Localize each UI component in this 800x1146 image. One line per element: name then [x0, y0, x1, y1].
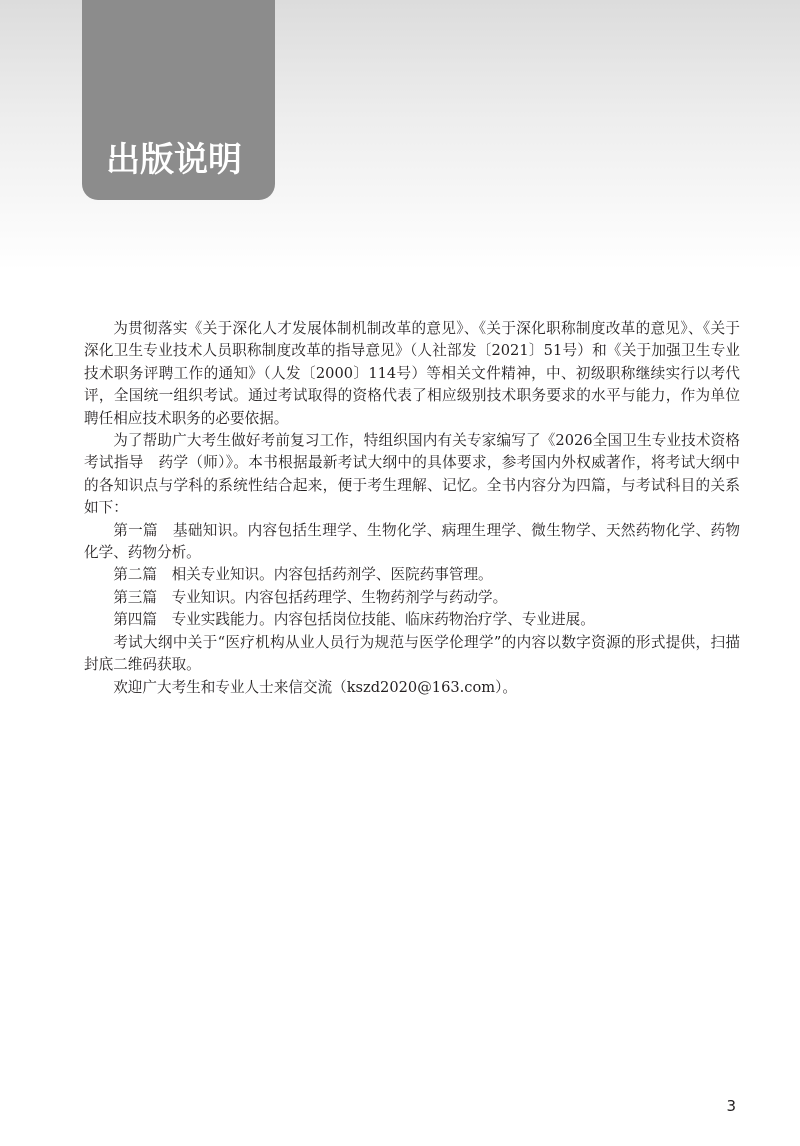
paragraph-part-3: 第三篇 专业知识。内容包括药理学、生物药剂学与药动学。	[113, 588, 508, 606]
page-number: 3	[726, 1097, 736, 1115]
paragraph-book-intro: 为了帮助广大考生做好考前复习工作，特组织国内有关专家编写了《2026全国卫生专业技术资格考试指导 药学（师）》。本书根据最新考试大纲中的具体要求，参考国内外权威著作，将考试大纲中的各知识点与学科的系统性结合起来，便于考生理解、记忆。全书内容分为四篇，与考试科目的关系如下：	[84, 432, 740, 517]
paragraph-contact: 欢迎广大考生和专业人士来信交流（kszd2020@163.com）。	[113, 678, 517, 696]
paragraph-part-1: 第一篇 基础知识。内容包括生理学、生物化学、病理生理学、微生物学、天然药物化学、药物化学、药物分析。	[84, 521, 740, 562]
paragraph-policy: 为贯彻落实《关于深化人才发展体制机制改革的意见》、《关于深化职称制度改革的意见》、《关于深化卫生专业技术人员职称制度改革的指导意见》（人社部发〔2021〕51号）和《关于加强卫生专业技术职务评聘工作的通知》（人发〔2000〕114号）等相关文件精神，中、初级职称继续实行以考代评，全国统一组织考试。通过考试取得的资格代表了相应级别技术职务要求的水平与能力，作为单位聘任相应技术职务的必要依据。	[84, 320, 740, 427]
body-text	[84, 318, 740, 699]
title-tab	[82, 0, 275, 200]
paragraph-part-2: 第二篇 相关专业知识。内容包括药剂学、医院药事管理。	[113, 566, 493, 584]
paragraph-part-4: 第四篇 专业实践能力。内容包括岗位技能、临床药物治疗学、专业进展。	[113, 611, 595, 629]
page-title: 出版说明	[106, 140, 242, 180]
paragraph-digital-resources: 考试大纲中关于“医疗机构从业人员行为规范与医学伦理学”的内容以数字资源的形式提供，扫描封底二维码获取。	[84, 633, 740, 674]
